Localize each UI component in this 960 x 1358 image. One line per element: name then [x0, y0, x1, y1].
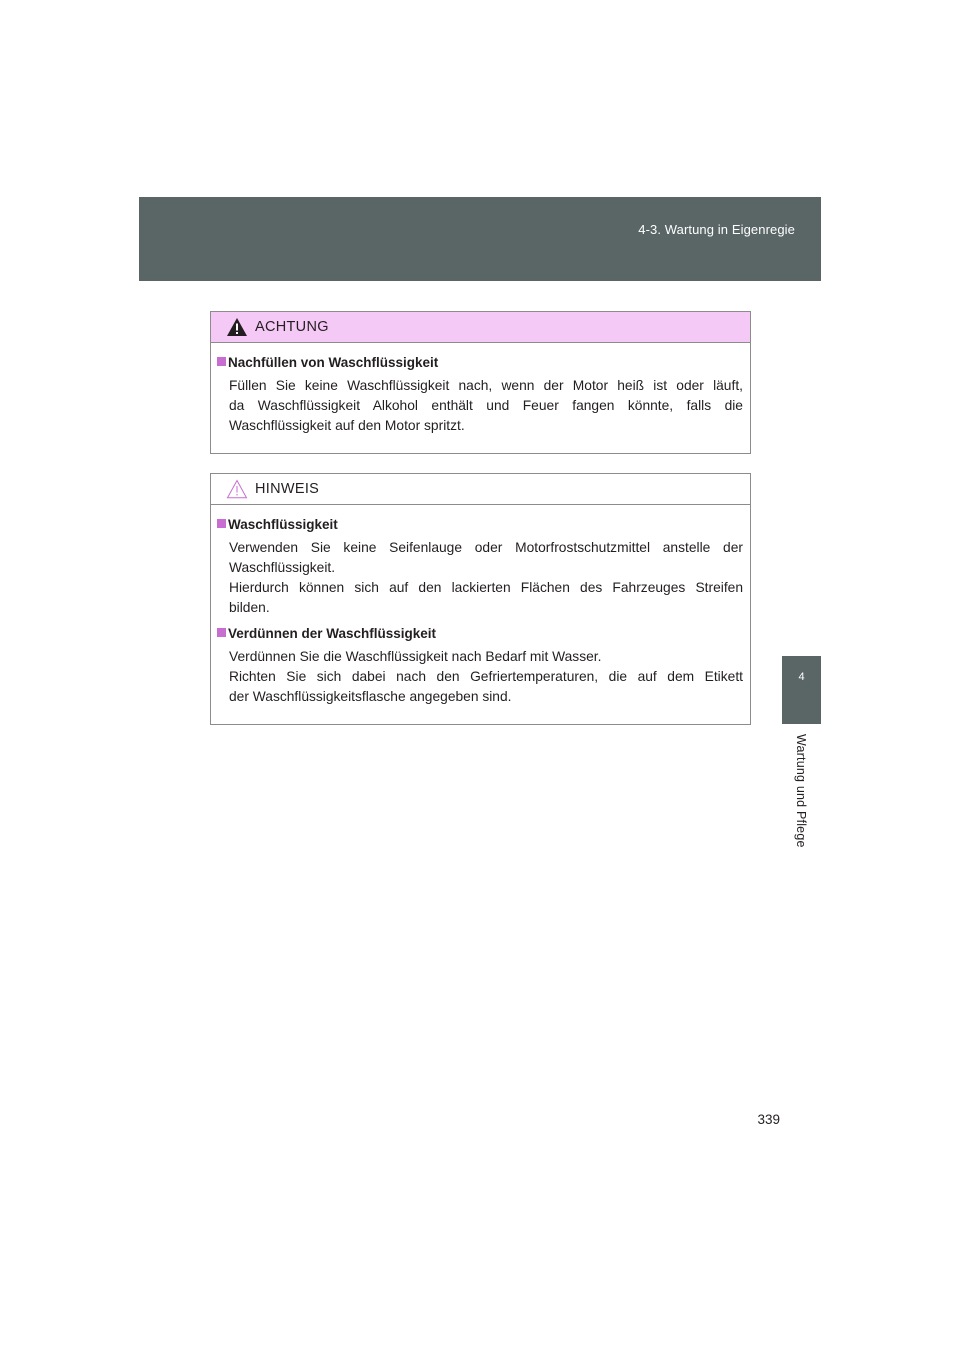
text-line: da Waschflüssigkeit Alkohol enthält und Feuer fangen könnte, falls die: [229, 398, 743, 413]
item-title: [217, 353, 743, 372]
item-text: [217, 538, 743, 618]
chapter-number: 4: [798, 671, 805, 683]
chapter-label-text: Wartung und Pflege: [794, 734, 808, 848]
item-title-text: Nachfüllen von Waschflüssigkeit: [228, 355, 439, 370]
item-title: [217, 515, 743, 534]
header-band: [139, 197, 821, 281]
text-line: Waschflüssigkeit auf den Motor spritzt.: [229, 418, 465, 433]
hinweis-heading: HINWEIS: [255, 481, 320, 497]
square-bullet-icon: [217, 357, 226, 366]
achtung-box: [210, 311, 751, 454]
square-bullet-icon: [217, 628, 226, 637]
text-line: der Waschflüssigkeitsflasche angegeben sind.: [229, 689, 512, 704]
item-text: [217, 376, 743, 436]
warning-outline-icon: [226, 479, 248, 499]
item-title: [217, 624, 743, 643]
item-title-text: Verdünnen der Waschflüssigkeit: [228, 626, 437, 641]
page-number: 339: [757, 1112, 780, 1127]
achtung-heading: ACHTUNG: [255, 319, 329, 335]
hinweis-body: [211, 505, 750, 707]
text-line: Füllen Sie keine Waschflüssigkeit nach, wenn der Motor heiß ist oder läuft,: [229, 378, 743, 393]
hinweis-header: [211, 474, 750, 505]
text-line: Verwenden Sie keine Seifenlauge oder Motorfrostschutzmittel anstelle der: [229, 540, 743, 555]
square-bullet-icon: [217, 519, 226, 528]
text-line: Waschflüssigkeit.: [229, 560, 336, 575]
text-line: Hierdurch können sich auf den lackierten Flächen des Fahrzeuges Streifen: [229, 580, 743, 595]
item-title-text: Waschflüssigkeit: [228, 517, 338, 532]
chapter-tab: [782, 656, 821, 724]
item-text: [217, 647, 743, 707]
achtung-body: [211, 343, 750, 436]
warning-filled-icon: [226, 317, 248, 337]
achtung-header: [211, 312, 750, 343]
hinweis-box: [210, 473, 751, 725]
text-line: Richten Sie sich dabei nach den Gefriertemperaturen, die auf dem Etikett: [229, 669, 743, 684]
text-line: Verdünnen Sie die Waschflüssigkeit nach Bedarf mit Wasser.: [229, 649, 602, 664]
text-line: bilden.: [229, 600, 270, 615]
section-title: 4-3. Wartung in Eigenregie: [638, 222, 795, 237]
chapter-label: [784, 734, 818, 874]
